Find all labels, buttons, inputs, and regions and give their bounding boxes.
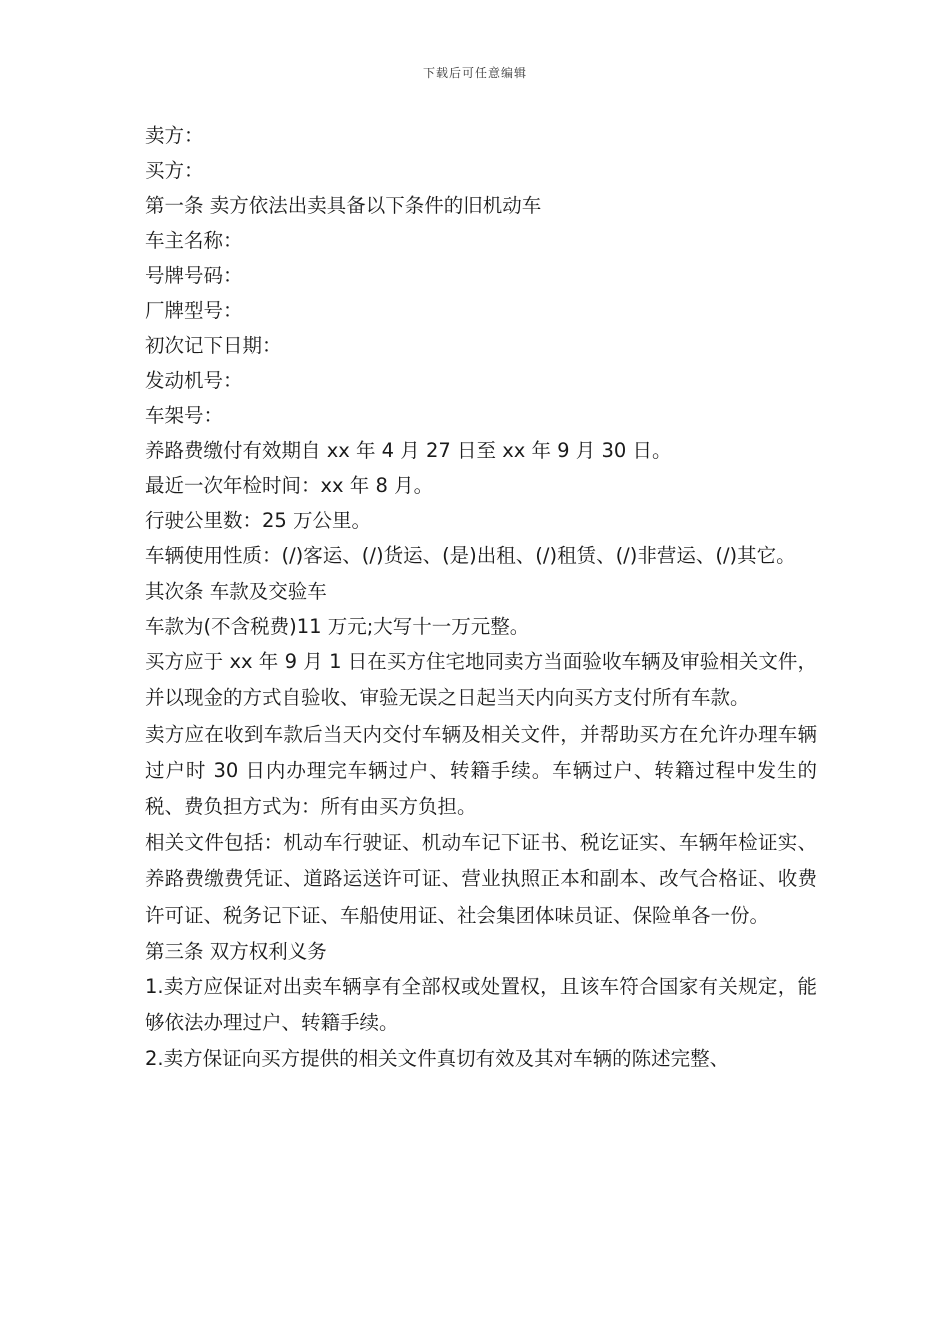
plate-number-line: 号牌号码： [145, 264, 243, 287]
vehicle-use-nature-paragraph: 车辆使用性质：(/)客运、(/)货运、(是)出租、(/)租赁、(/)非营运、(/)其它。 [145, 544, 796, 567]
engine-number-line: 发动机号： [145, 369, 243, 392]
page-header-note: 下载后可任意编辑 [422, 66, 527, 80]
mileage-line: 行驶公里数：25 万公里。 [145, 509, 372, 532]
seller-line: 卖方： [145, 124, 204, 147]
owner-name-line: 车主名称： [145, 229, 243, 252]
brand-model-line: 厂牌型号： [145, 299, 243, 322]
clause-1-paragraph: 1.卖方应保证对出卖车辆享有全部权或处置权，且该车符合国家有关规定，能够依法办理过户、转籍手续。 [145, 974, 817, 1035]
article-3-title: 第三条 双方权利义务 [145, 939, 327, 963]
buyer-line: 买方： [145, 159, 204, 182]
frame-number-line: 车架号： [145, 404, 224, 427]
related-documents-paragraph: 相关文件包括：机动车行驶证、机动车记下证书、税讫证实、车辆年检证实、养路费缴费凭证、道路运送许可证、营业执照正本和副本、改气合格证、收费许可证、税务记下证、车船使用证、社会集团体味员证、保险单各一份。 [145, 831, 817, 927]
first-registration-date-line: 初次记下日期： [145, 334, 282, 357]
road-fee-validity-line: 养路费缴付有效期自 xx 年 4 月 27 日至 xx 年 9 月 30 日。 [145, 439, 672, 462]
clause-2-line: 2.卖方保证向买方提供的相关文件真切有效及其对车辆的陈述完整、 [145, 1047, 730, 1071]
recent-inspection-line: 最近一次年检时间：xx 年 8 月。 [145, 474, 434, 497]
article-1-title: 第一条 卖方依法出卖具备以下条件的旧机动车 [145, 194, 542, 217]
contract-body [145, 118, 817, 1076]
buyer-inspection-paragraph: 买方应于 xx 年 9 月 1 日在买方住宅地同卖方当面验收车辆及审验相关文件，并以现金的方式自验收、审验无误之日起当天内向买方支付所有车款。 [145, 650, 817, 710]
article-2-title: 其次条 车款及交验车 [145, 580, 327, 604]
seller-delivery-paragraph: 卖方应在收到车款后当天内交付车辆及相关文件，并帮助买方在允许办理车辆过户时 30 日内办理完车辆过户、转籍手续。车辆过户、转籍过程中发生的税、费负担方式为：所有由买方负担。 [145, 722, 817, 819]
price-line: 车款为(不含税费)11 万元;大写十一万元整。 [145, 615, 530, 639]
